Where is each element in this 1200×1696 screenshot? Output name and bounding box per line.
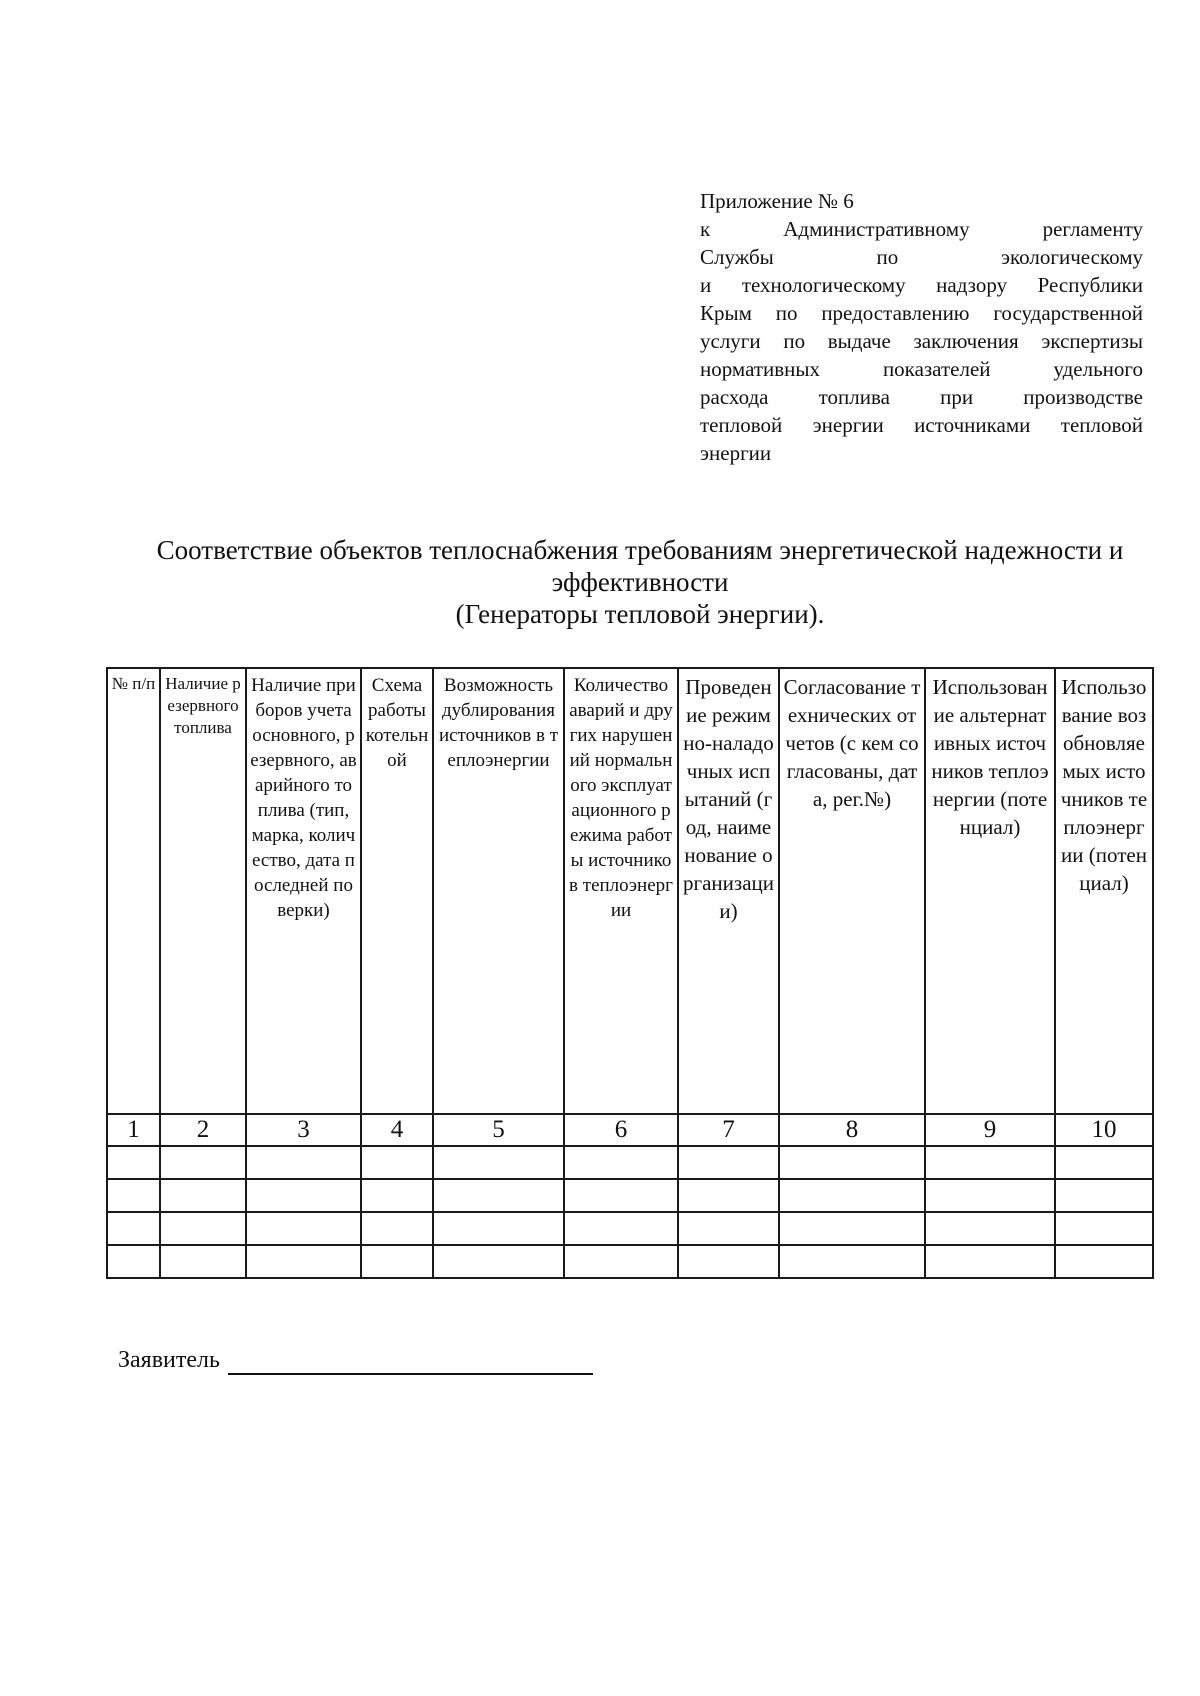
- table-row: [107, 1212, 1153, 1245]
- table-cell[interactable]: [160, 1212, 246, 1245]
- table-cell[interactable]: [1055, 1245, 1153, 1278]
- table-cell[interactable]: [361, 1179, 433, 1212]
- column-number: 6: [564, 1114, 678, 1146]
- table-cell[interactable]: [160, 1245, 246, 1278]
- table-cell[interactable]: [678, 1179, 779, 1212]
- table-row: [107, 1179, 1153, 1212]
- table-cell[interactable]: [246, 1212, 361, 1245]
- table-cell[interactable]: [433, 1179, 564, 1212]
- column-number: 5: [433, 1114, 564, 1146]
- table-cell[interactable]: [1055, 1179, 1153, 1212]
- table-cell[interactable]: [925, 1179, 1055, 1212]
- title-line-1: Соответствие объектов теплоснабжения требованиям энергетической надежности и: [156, 535, 1124, 565]
- table-cell[interactable]: [564, 1179, 678, 1212]
- header-label: Наличие приборов учета основного, резервного, аварийного топлива (тип, марка, количество, дата последней поверки): [250, 675, 357, 921]
- table-cell[interactable]: [433, 1146, 564, 1179]
- table-cell[interactable]: [361, 1245, 433, 1278]
- appendix-text-line: и технологическому надзору Республики: [700, 273, 1143, 297]
- header-cell: [925, 668, 1055, 1114]
- table-cell[interactable]: [160, 1146, 246, 1179]
- table-cell[interactable]: [246, 1245, 361, 1278]
- table-cell[interactable]: [779, 1179, 925, 1212]
- header-cell: [361, 668, 433, 1114]
- appendix-text-line: Службы по экологическому: [700, 245, 1143, 269]
- table-cell[interactable]: [433, 1212, 564, 1245]
- header-label: Наличие резервного топлива: [165, 674, 241, 737]
- appendix-text-line: к Административному регламенту: [700, 217, 1143, 241]
- table-cell[interactable]: [433, 1245, 564, 1278]
- appendix-block: [700, 187, 1143, 467]
- applicant-label: Заявитель: [118, 1347, 220, 1373]
- header-cell: [779, 668, 925, 1114]
- table-cell[interactable]: [1055, 1146, 1153, 1179]
- appendix-text-line: энергии: [700, 441, 772, 465]
- header-label: Возможность дублирования источников в теплоэнергии: [438, 675, 559, 771]
- header-label: Согласование технических отчетов (с кем согласованы, дата, рег.№): [783, 675, 921, 811]
- table-cell[interactable]: [107, 1179, 160, 1212]
- appendix-text-line: расхода топлива при производстве: [700, 385, 1143, 409]
- document-title: [100, 534, 1180, 630]
- column-number: 1: [107, 1114, 160, 1146]
- column-number: 7: [678, 1114, 779, 1146]
- table-cell[interactable]: [925, 1146, 1055, 1179]
- header-cell: [246, 668, 361, 1114]
- appendix-text-line: услуги по выдаче заключения экспертизы: [700, 329, 1143, 353]
- table-row: [107, 1245, 1153, 1278]
- table-cell[interactable]: [246, 1179, 361, 1212]
- header-label: Использование альтернативных источников теплоэнергии (потенциал): [931, 675, 1049, 839]
- column-number: 10: [1055, 1114, 1153, 1146]
- table-cell[interactable]: [1055, 1212, 1153, 1245]
- column-number: 9: [925, 1114, 1055, 1146]
- column-number: 2: [160, 1114, 246, 1146]
- table-cell[interactable]: [678, 1146, 779, 1179]
- table-cell[interactable]: [925, 1212, 1055, 1245]
- signature-line[interactable]: [228, 1349, 593, 1375]
- table-cell[interactable]: [107, 1212, 160, 1245]
- table-cell[interactable]: [925, 1245, 1055, 1278]
- table-cell[interactable]: [678, 1212, 779, 1245]
- header-cell: [1055, 668, 1153, 1114]
- header-label: № п/п: [111, 674, 156, 693]
- table-cell[interactable]: [246, 1146, 361, 1179]
- header-label: Количество аварий и других нарушений нормального эксплуатационного режима работы источников теплоэнергии: [569, 675, 673, 921]
- header-label: Схема работы котельной: [365, 675, 429, 771]
- applicant-signature: [118, 1345, 593, 1375]
- compliance-table: [106, 667, 1154, 1279]
- table-cell[interactable]: [564, 1212, 678, 1245]
- table-cell[interactable]: [361, 1212, 433, 1245]
- column-number-row: [107, 1114, 1153, 1146]
- table-cell[interactable]: [779, 1212, 925, 1245]
- appendix-text-line: Крым по предоставлению государственной: [700, 301, 1143, 325]
- table-cell[interactable]: [107, 1146, 160, 1179]
- header-cell: [678, 668, 779, 1114]
- header-cell: [107, 668, 160, 1114]
- header-label: Проведение режимно-наладочных испытаний (год, наименование организации): [682, 675, 774, 923]
- column-number: 4: [361, 1114, 433, 1146]
- appendix-text-line: тепловой энергии источниками тепловой: [700, 413, 1143, 437]
- table-cell[interactable]: [564, 1245, 678, 1278]
- appendix-number: Приложение № 6: [700, 189, 854, 213]
- header-cell: [160, 668, 246, 1114]
- table-cell[interactable]: [678, 1245, 779, 1278]
- table-cell[interactable]: [160, 1179, 246, 1212]
- table-cell[interactable]: [779, 1245, 925, 1278]
- table-row: [107, 1146, 1153, 1179]
- header-label: Использование возобновляемых источников теплоэнергии (потенциал): [1060, 675, 1148, 895]
- title-subtitle: (Генераторы тепловой энергии).: [455, 599, 825, 629]
- table-header-row: [107, 668, 1153, 1114]
- table-cell[interactable]: [564, 1146, 678, 1179]
- column-number: 3: [246, 1114, 361, 1146]
- header-cell: [433, 668, 564, 1114]
- header-cell: [564, 668, 678, 1114]
- table-cell[interactable]: [361, 1146, 433, 1179]
- appendix-text-line: нормативных показателей удельного: [700, 357, 1143, 381]
- title-line-2: эффективности: [551, 567, 729, 597]
- column-number: 8: [779, 1114, 925, 1146]
- table-cell[interactable]: [107, 1245, 160, 1278]
- table-cell[interactable]: [779, 1146, 925, 1179]
